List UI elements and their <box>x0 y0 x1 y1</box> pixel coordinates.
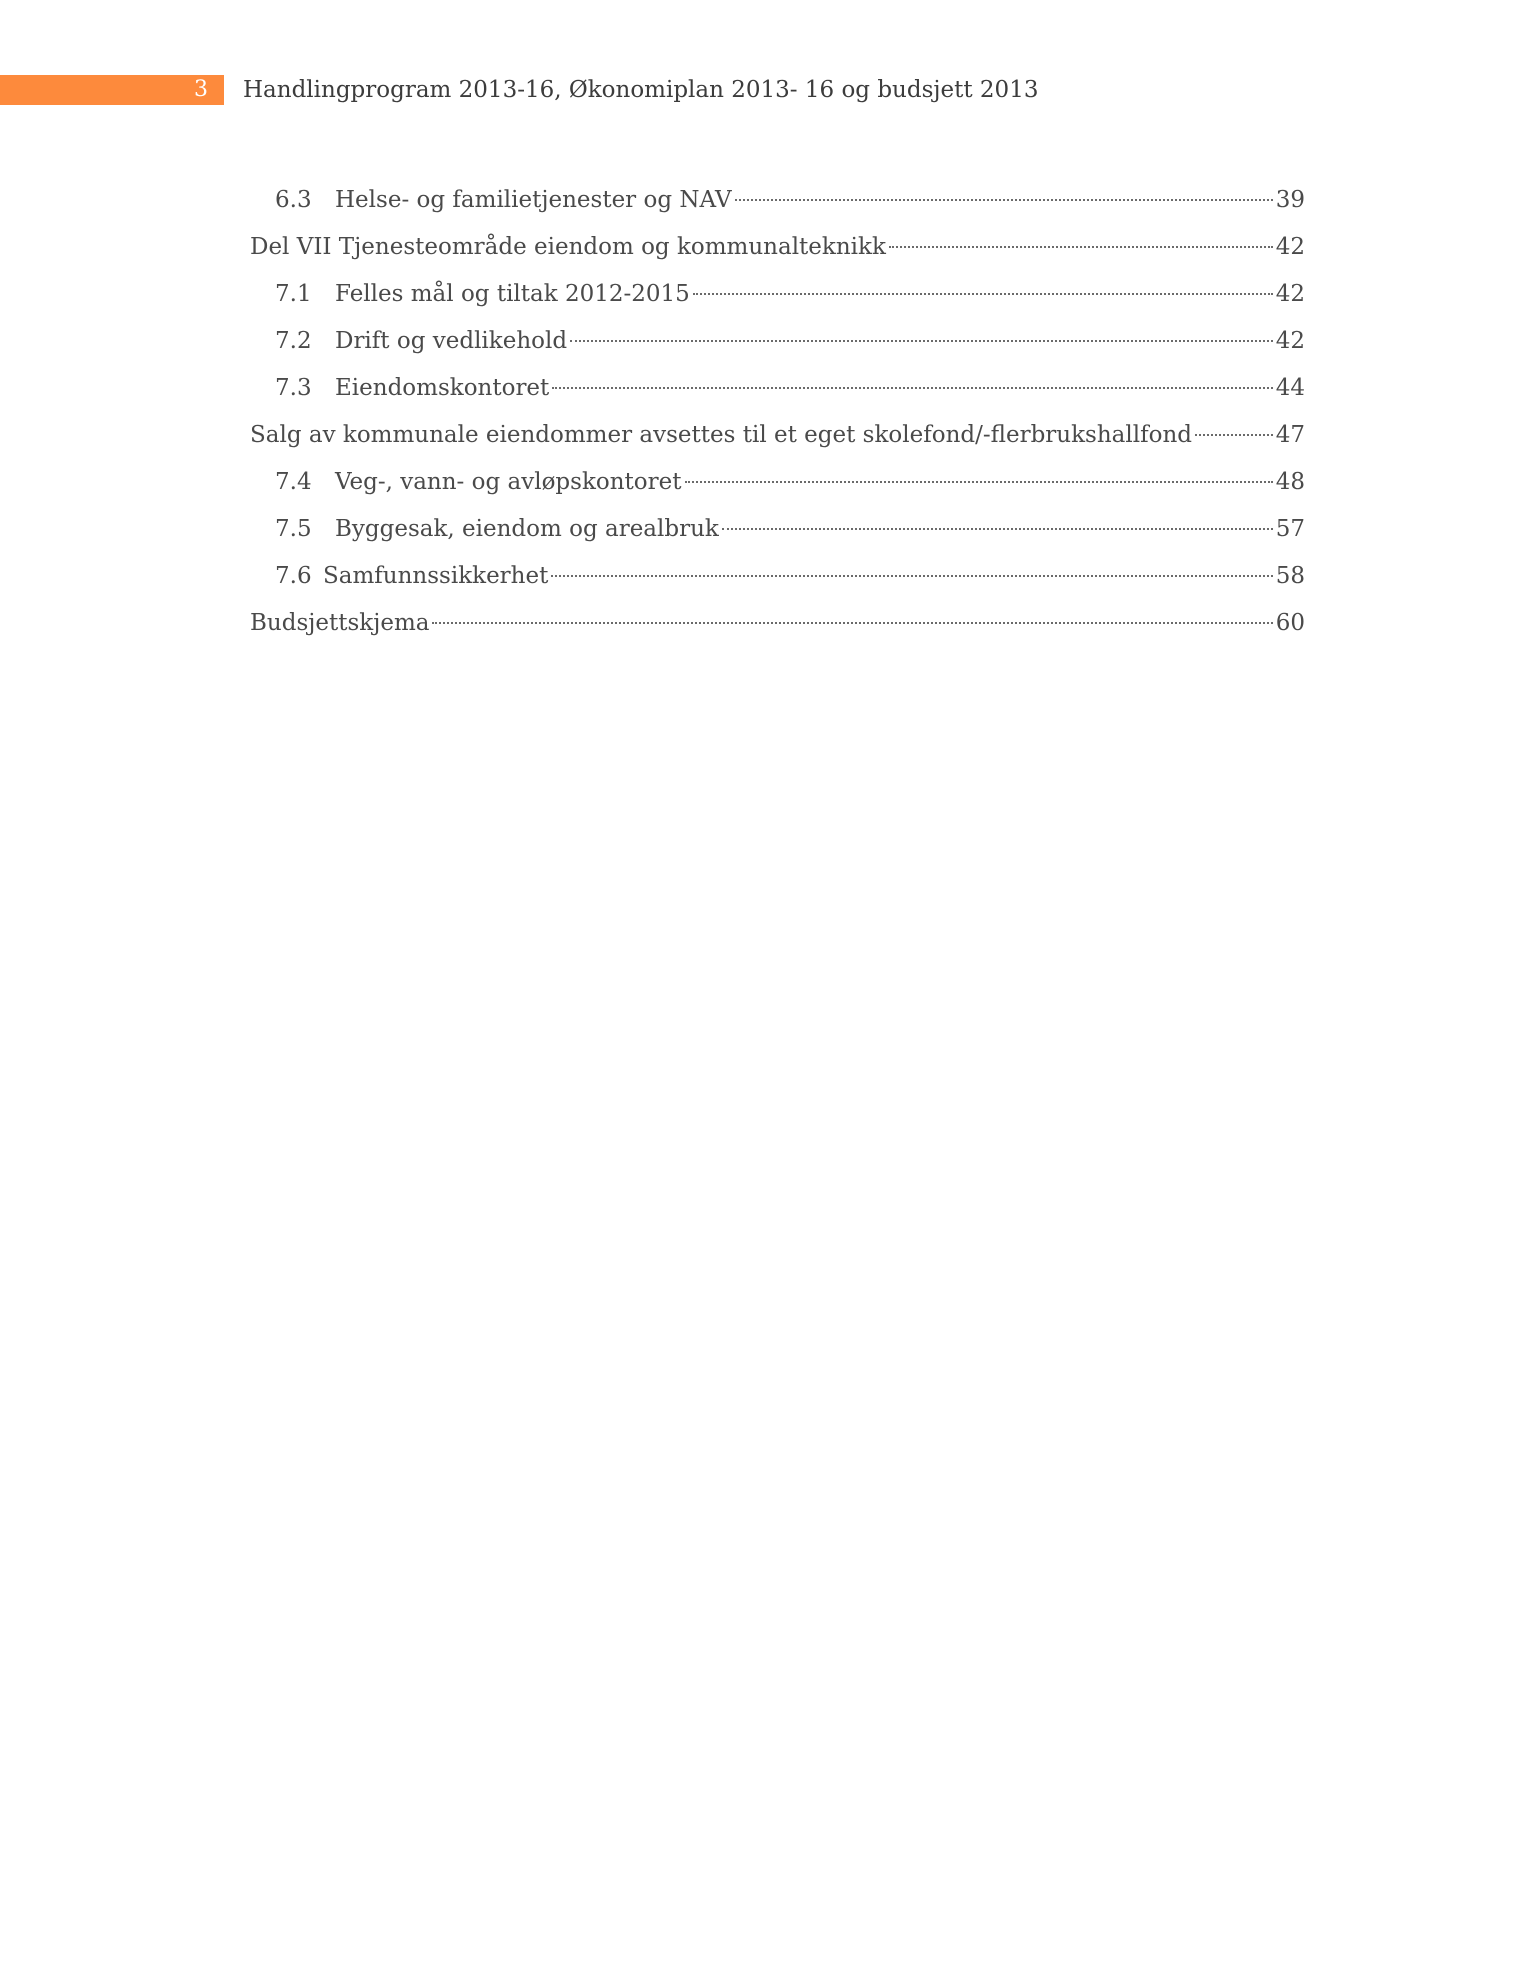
toc-entry-title: Drift og vedlikehold <box>335 328 568 354</box>
toc-entry-6-3[interactable] <box>250 177 1305 224</box>
table-of-contents <box>250 177 1305 647</box>
toc-entry-page: 42 <box>1275 281 1305 307</box>
toc-entry-7-6[interactable] <box>250 553 1305 600</box>
toc-dot-leader <box>735 199 1273 201</box>
toc-entry-number: 7.6 <box>275 563 312 589</box>
toc-dot-leader <box>685 481 1273 483</box>
toc-entry-title: Veg-, vann- og avløpskontoret <box>335 469 682 495</box>
toc-entry-page: 42 <box>1275 328 1305 354</box>
toc-entry-number: 7.4 <box>275 469 312 495</box>
toc-entry-number: 7.3 <box>275 375 312 401</box>
toc-dot-leader <box>552 387 1272 389</box>
toc-dot-leader <box>432 622 1272 624</box>
header-accent-bar <box>0 75 224 105</box>
toc-entry-page: 47 <box>1275 422 1305 448</box>
toc-entry-7-2[interactable] <box>250 318 1305 365</box>
toc-dot-leader <box>570 340 1273 342</box>
toc-entry-page: 58 <box>1275 563 1305 589</box>
toc-entry-7-1[interactable] <box>250 271 1305 318</box>
toc-dot-leader <box>722 528 1273 530</box>
toc-entry-page: 60 <box>1275 610 1305 636</box>
toc-entry-number: 6.3 <box>275 187 312 213</box>
toc-entry-title: Byggesak, eiendom og arealbruk <box>335 516 719 542</box>
toc-entry-title: Budsjettskjema <box>250 610 430 636</box>
toc-dot-leader <box>889 246 1273 248</box>
toc-entry-title: Samfunnssikkerhet <box>323 563 549 589</box>
toc-entry-title: Felles mål og tiltak 2012-2015 <box>335 281 690 307</box>
toc-entry-del-vii[interactable] <box>250 224 1305 271</box>
toc-entry-title: Salg av kommunale eiendommer avsettes til et eget skolefond/-flerbrukshallfond <box>250 422 1192 448</box>
toc-entry-page: 39 <box>1275 187 1305 213</box>
document-title: Handlingprogram 2013-16, Økonomiplan 2013- 16 og budsjett 2013 <box>243 77 1039 103</box>
toc-entry-number: 7.1 <box>275 281 312 307</box>
toc-entry-7-4[interactable] <box>250 459 1305 506</box>
toc-entry-page: 48 <box>1275 469 1305 495</box>
toc-dot-leader <box>551 575 1272 577</box>
toc-entry-number: 7.5 <box>275 516 312 542</box>
toc-entry-page: 42 <box>1275 234 1305 260</box>
toc-entry-7-3[interactable] <box>250 365 1305 412</box>
toc-entry-number: 7.2 <box>275 328 312 354</box>
toc-entry-salg[interactable] <box>250 412 1305 459</box>
page-number: 3 <box>194 77 208 102</box>
toc-entry-title: Helse- og familietjenester og NAV <box>335 187 732 213</box>
toc-dot-leader <box>693 293 1273 295</box>
toc-entry-page: 57 <box>1275 516 1305 542</box>
toc-entry-title: Del VII Tjenesteområde eiendom og kommunalteknikk <box>250 234 886 260</box>
toc-entry-budsjettskjema[interactable] <box>250 600 1305 647</box>
toc-entry-page: 44 <box>1275 375 1305 401</box>
toc-entry-7-5[interactable] <box>250 506 1305 553</box>
toc-entry-title: Eiendomskontoret <box>335 375 550 401</box>
toc-dot-leader <box>1195 434 1273 436</box>
